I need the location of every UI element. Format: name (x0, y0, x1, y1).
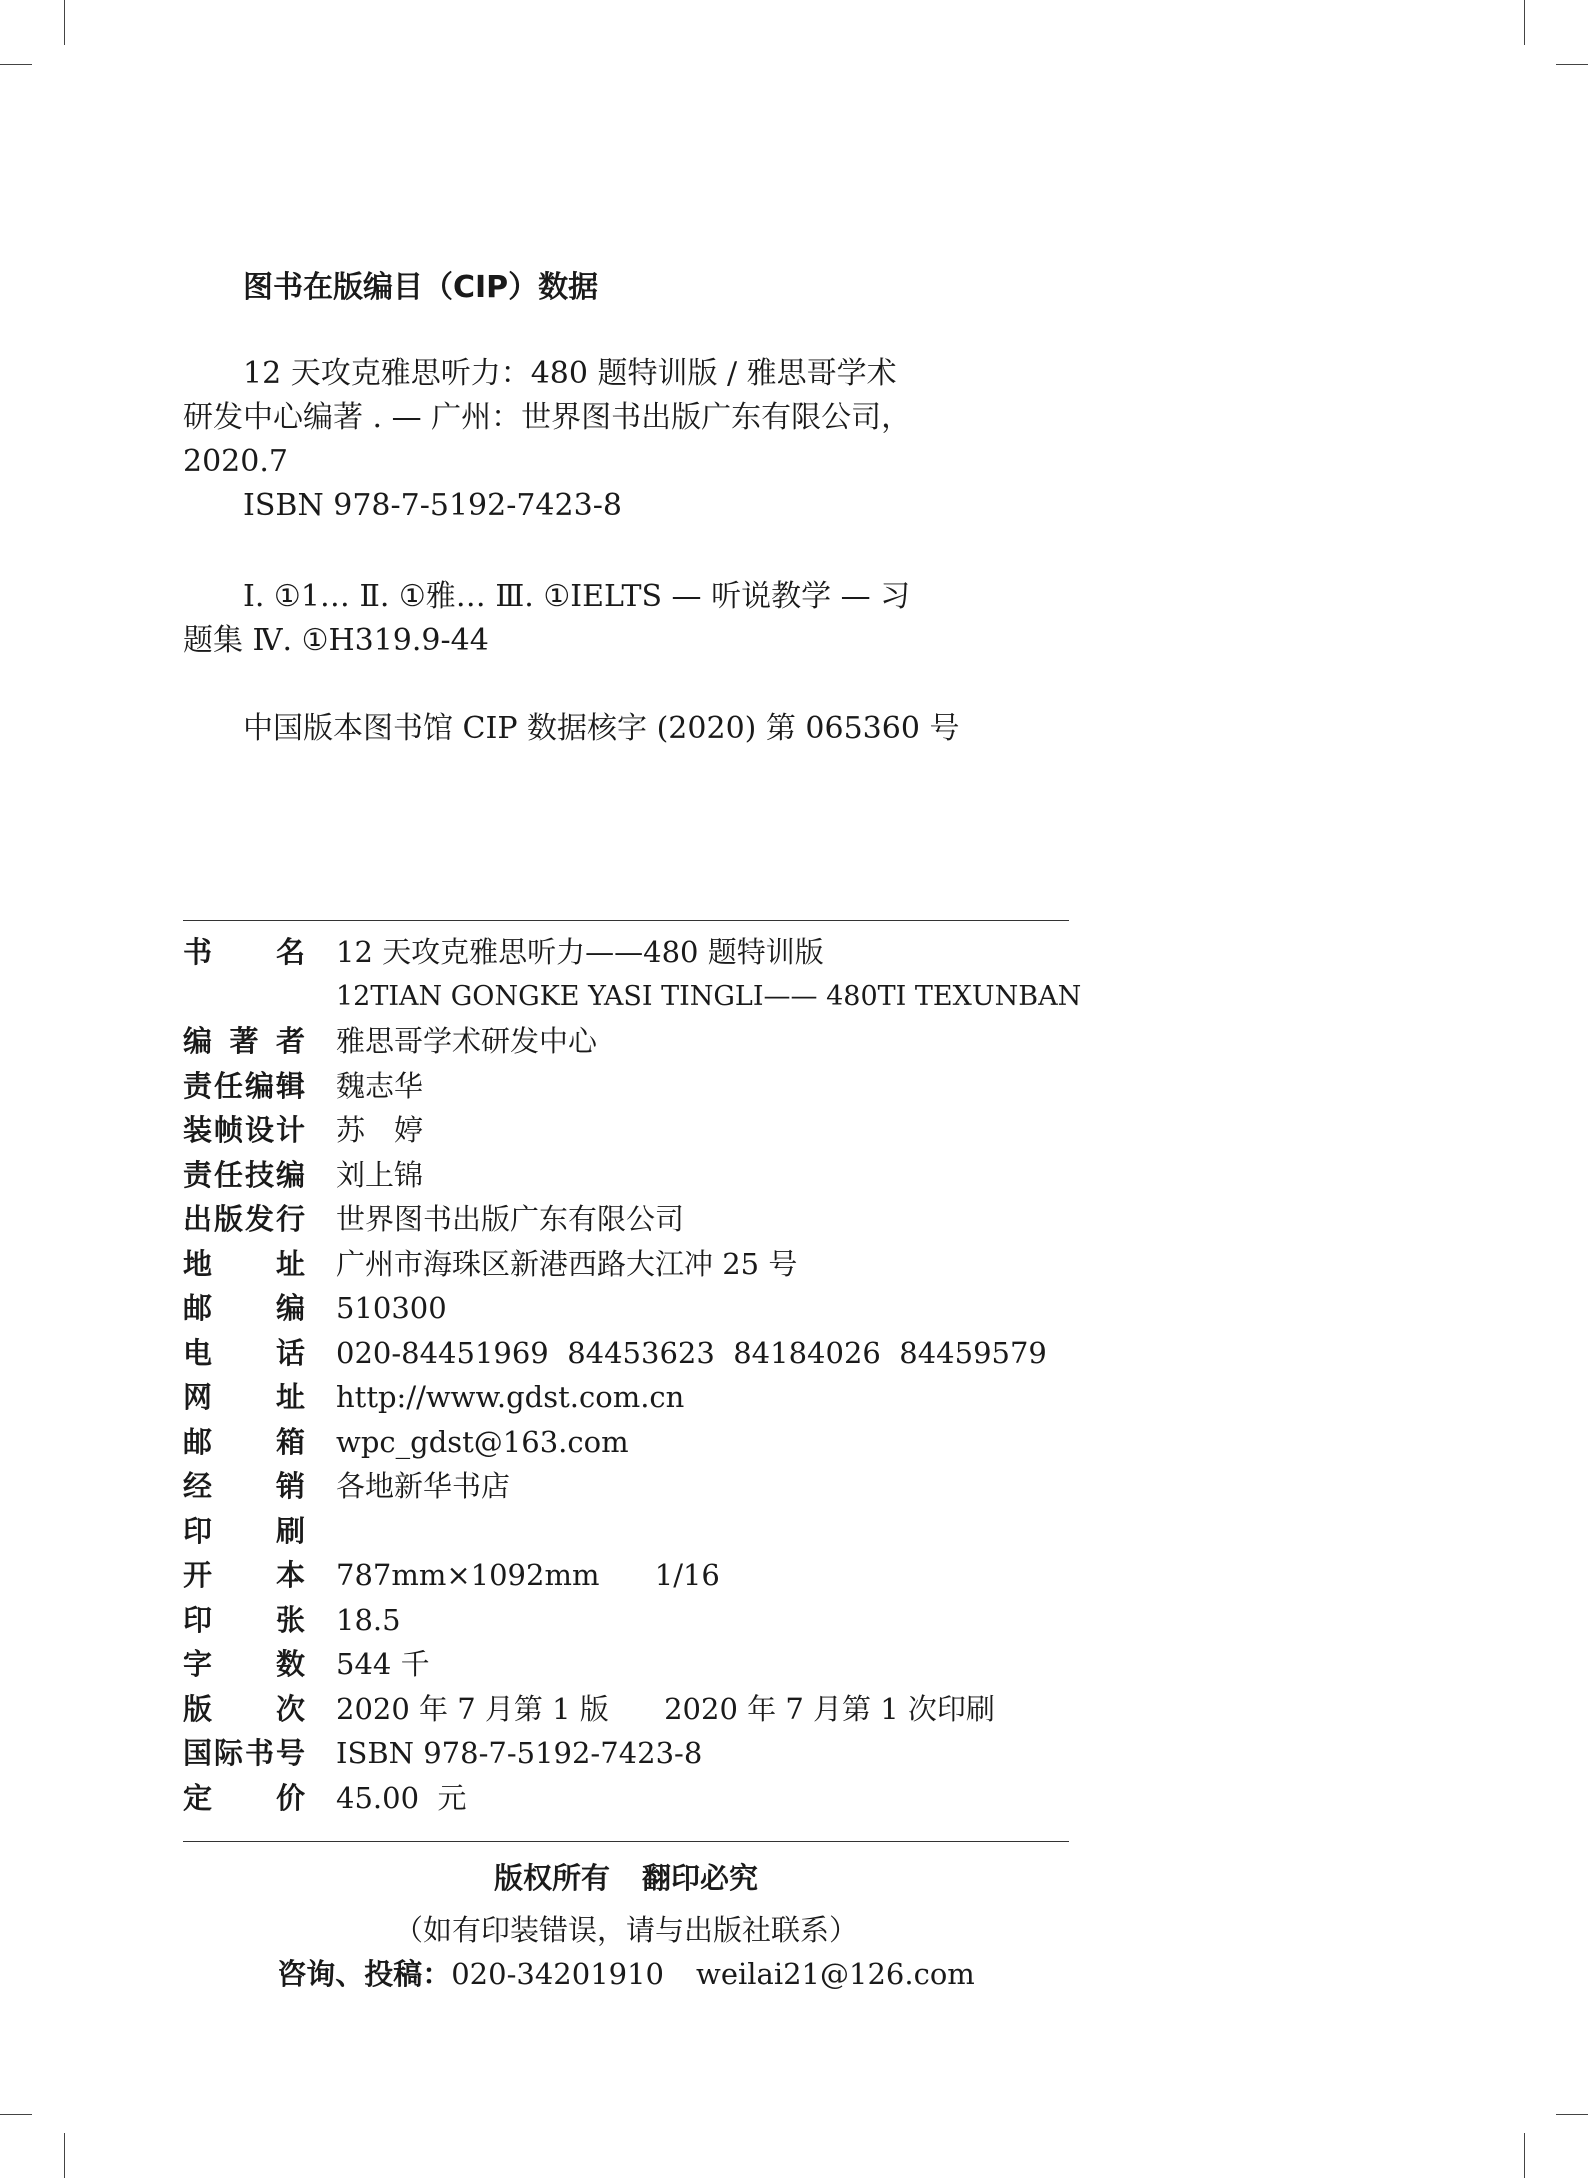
info-row (183, 1464, 1069, 1509)
info-label-char: 行 (275, 1202, 305, 1236)
info-label (183, 1464, 305, 1509)
info-label-char: 出 (183, 1202, 213, 1236)
info-label-char: 销 (275, 1469, 305, 1503)
info-label-char: 定 (183, 1780, 213, 1815)
info-value: 魏志华 (336, 1068, 424, 1103)
info-label-char: 编 (275, 1291, 305, 1325)
crop-mark-top-left-v (64, 0, 65, 45)
info-value: 苏 婷 (336, 1113, 424, 1147)
crop-mark-top-right-h (1556, 64, 1588, 65)
info-row (183, 1642, 1069, 1687)
rights-statement (183, 1856, 1069, 1897)
info-label (183, 1242, 305, 1287)
info-label-char: 版 (213, 1202, 243, 1236)
info-value: 18.5 (336, 1602, 401, 1637)
info-label-char: 计 (275, 1113, 305, 1147)
info-label (183, 1375, 305, 1420)
cip-class-line-1: Ⅰ. ①1… Ⅱ. ①雅… Ⅲ. ①IELTS — 听说教学 — 习 (243, 579, 911, 614)
info-label-char: 任 (213, 1157, 243, 1192)
info-value: 各地新华书店 (336, 1469, 511, 1503)
info-label-char: 箱 (275, 1424, 305, 1459)
info-value: wpc_gdst@163.com (336, 1424, 629, 1459)
crop-mark-bottom-right-v (1524, 2133, 1525, 2178)
piracy-notice: 翻印必究 (642, 1861, 759, 1895)
info-value: http://www.gdst.com.cn (336, 1380, 685, 1414)
info-row (183, 1731, 1069, 1776)
info-value: 510300 (336, 1291, 447, 1325)
info-label-char: 装 (183, 1113, 213, 1147)
info-label-char: 号 (275, 1736, 305, 1770)
cip-isbn: ISBN 978-7-5192-7423-8 (243, 488, 622, 523)
info-label-char: 版 (183, 1691, 213, 1726)
info-row (183, 1598, 1069, 1643)
info-row (183, 930, 1069, 975)
info-label-char: 际 (213, 1736, 243, 1770)
info-value: 世界图书出版广东有限公司 (336, 1202, 685, 1236)
info-label-char: 话 (275, 1335, 305, 1370)
info-value: ISBN 978-7-5192-7423-8 (336, 1736, 703, 1770)
contact-phone: 020-34201910 (451, 1957, 664, 1991)
misprint-notice: （如有印装错误，请与出版社联系） (393, 1913, 858, 1947)
info-label-char: 字 (183, 1647, 213, 1681)
contact-label: 咨询、投稿： (277, 1957, 452, 1991)
info-row (183, 1242, 1069, 1287)
info-label-char: 邮 (183, 1291, 213, 1325)
info-label-char: 设 (244, 1113, 274, 1147)
info-label-char: 责 (183, 1157, 213, 1192)
info-label-char: 责 (183, 1068, 213, 1103)
info-label-char: 发 (244, 1202, 274, 1236)
info-label-char: 编 (244, 1068, 274, 1103)
info-row (183, 1197, 1069, 1242)
info-value: 12 天攻克雅思听力——480 题特训版 (336, 935, 824, 969)
info-label-char: 印 (183, 1513, 213, 1548)
cip-entry (183, 352, 943, 528)
info-row (183, 1153, 1069, 1198)
info-label-char: 辑 (275, 1068, 305, 1103)
info-label-char: 帧 (213, 1113, 243, 1147)
info-label-char: 开 (183, 1558, 213, 1592)
info-row (183, 1509, 1069, 1554)
info-label-char: 技 (244, 1157, 274, 1192)
info-label-char: 著 (229, 1024, 259, 1058)
info-label-char: 书 (183, 935, 213, 969)
crop-mark-bottom-left-h (0, 2114, 32, 2115)
info-row (183, 1687, 1069, 1732)
info-row (183, 1331, 1069, 1376)
info-label-char: 名 (275, 935, 305, 969)
info-label-char: 电 (183, 1335, 213, 1370)
info-label (183, 1153, 305, 1198)
info-label (183, 1331, 305, 1376)
info-label-char: 址 (275, 1380, 305, 1414)
info-value: 020-84451969 84453623 84184026 84459579 (336, 1335, 1047, 1370)
info-value: 雅思哥学术研发中心 (336, 1024, 598, 1058)
info-label-char: 本 (275, 1558, 305, 1592)
info-label-char: 邮 (183, 1424, 213, 1459)
info-label-char: 址 (275, 1246, 305, 1281)
info-label (183, 1019, 305, 1064)
info-label-char: 地 (183, 1246, 213, 1281)
cip-classification (183, 575, 943, 663)
info-row (183, 1776, 1069, 1821)
copyright-info-table (183, 930, 1082, 1820)
top-divider (183, 920, 1069, 921)
info-label-char: 网 (183, 1380, 213, 1414)
info-label (183, 1420, 305, 1465)
info-label (183, 1553, 305, 1598)
cip-entry-line-3: 2020.7 (183, 444, 288, 479)
info-label (183, 1776, 305, 1821)
info-row (183, 1286, 1069, 1331)
info-label-char: 数 (275, 1647, 305, 1681)
info-value: 2020 年 7 月第 1 版 2020 年 7 月第 1 次印刷 (336, 1691, 995, 1726)
cip-verification-block (183, 707, 960, 751)
info-row (183, 1019, 1069, 1064)
info-label-char: 经 (183, 1469, 213, 1503)
rights-reserved: 版权所有 (493, 1861, 610, 1895)
info-row (183, 975, 1082, 1020)
info-label (183, 1064, 305, 1109)
info-label (183, 930, 305, 975)
info-value: 787mm×1092mm 1/16 (336, 1558, 720, 1592)
cip-heading: 图书在版编目（CIP）数据 (243, 270, 599, 305)
crop-mark-bottom-left-v (64, 2133, 65, 2178)
info-label (183, 1197, 305, 1242)
info-label-char: 刷 (275, 1513, 305, 1548)
contact-line (183, 1952, 1069, 1993)
cip-entry-line-2: 研发中心编著 . — 广州：世界图书出版广东有限公司， (183, 400, 912, 435)
crop-mark-top-right-v (1524, 0, 1525, 45)
crop-mark-bottom-right-h (1556, 2114, 1588, 2115)
cip-entry-line-1: 12 天攻克雅思听力：480 题特训版 / 雅思哥学术 (243, 356, 897, 391)
info-row (183, 1553, 1069, 1598)
info-label (183, 1642, 305, 1687)
info-value: 12TIAN GONGKE YASI TINGLI—— 480TI TEXUNBAN (336, 980, 1082, 1012)
info-value: 刘上锦 (336, 1157, 424, 1192)
info-label (183, 1108, 305, 1153)
cip-verification: 中国版本图书馆 CIP 数据核字 (2020) 第 065360 号 (243, 711, 960, 746)
info-value: 广州市海珠区新港西路大江冲 25 号 (336, 1246, 798, 1281)
info-label (183, 1286, 305, 1331)
info-label-char: 编 (183, 1024, 213, 1058)
info-label-char: 书 (244, 1736, 274, 1770)
info-label (183, 1509, 305, 1554)
info-label-char: 者 (275, 1024, 305, 1058)
info-label-char: 印 (183, 1602, 213, 1637)
info-label-char: 价 (275, 1780, 305, 1815)
cip-class-line-2: 题集 Ⅳ. ①H319.9-44 (183, 623, 489, 658)
crop-mark-top-left-h (0, 64, 32, 65)
info-label-char: 编 (275, 1157, 305, 1192)
info-value: 544 千 (336, 1647, 430, 1681)
info-label-char: 次 (275, 1691, 305, 1726)
info-row (183, 1064, 1069, 1109)
info-label-char: 国 (183, 1736, 213, 1770)
info-label (183, 1598, 305, 1643)
contact-email: weilai21@126.com (696, 1957, 975, 1991)
info-row (183, 1108, 1069, 1153)
info-label (183, 1731, 305, 1776)
info-label (183, 1687, 305, 1732)
bottom-divider (183, 1841, 1069, 1842)
info-value: 45.00 元 (336, 1780, 467, 1815)
info-row (183, 1375, 1069, 1420)
info-label-char: 任 (213, 1068, 243, 1103)
info-row (183, 1420, 1069, 1465)
info-label-char: 张 (275, 1602, 305, 1637)
